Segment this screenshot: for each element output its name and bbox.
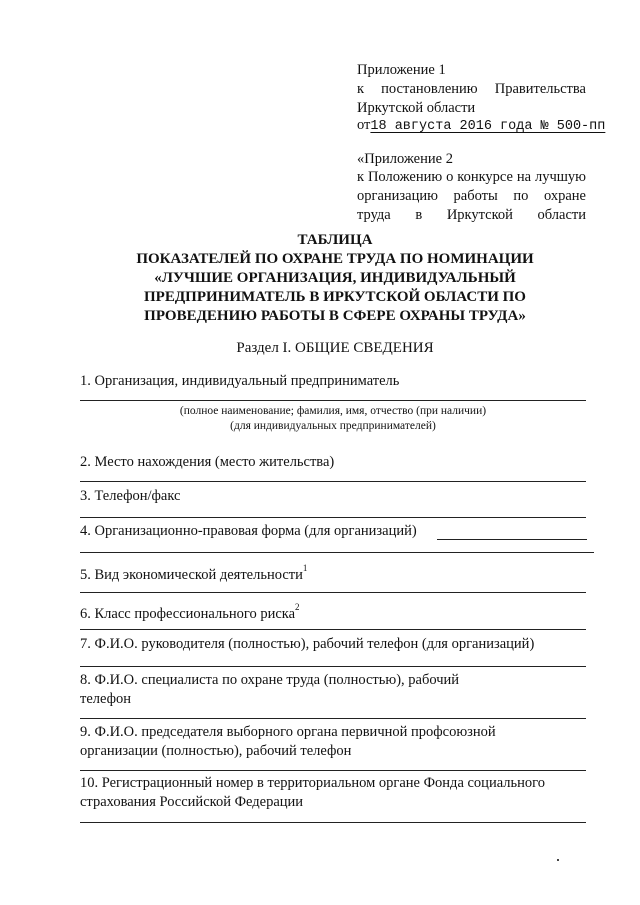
field-3-label: 3. Телефон/факс: [80, 488, 181, 504]
field-1-note2: (для индивидуальных предпринимателей): [230, 420, 436, 432]
field-10-line: [80, 822, 586, 823]
field-9-label-line2: организации (полностью), рабочий телефон: [80, 743, 352, 759]
appendix1-date-value: 18 августа 2016 года № 500-пп: [370, 119, 606, 134]
field-5-label: [80, 558, 307, 585]
field-4-inline-line: [437, 539, 587, 540]
field-1-label: 1. Организация, индивидуальный предприниматель: [80, 373, 400, 389]
heading-line4: ПРЕДПРИНИМАТЕЛЬ В ИРКУТСКОЙ ОБЛАСТИ ПО: [144, 289, 526, 305]
field-9-label-line1: 9. Ф.И.О. председателя выборного органа первичной профсоюзной: [80, 724, 496, 740]
appendix1-title: Приложение 1: [357, 62, 446, 78]
field-10-label-line2: страхования Российской Федерации: [80, 794, 304, 810]
field-6-label: [80, 597, 300, 624]
field-5-text: 5. Вид экономической деятельности: [80, 567, 303, 583]
field-5-line: [80, 592, 586, 593]
appendix2-title: «Приложение 2: [357, 151, 453, 167]
field-10-label-line1: 10. Регистрационный номер в территориальном органе Фонда социального: [80, 775, 545, 791]
field-2-line: [80, 481, 586, 482]
field-8-label-line2: телефон: [80, 691, 132, 707]
field-4-label: 4. Организационно-правовая форма (для организаций): [80, 523, 417, 539]
heading-line3: «ЛУЧШИЕ ОРГАНИЗАЦИЯ, ИНДИВИДУАЛЬНЫЙ: [154, 270, 516, 286]
appendix2-text: к Положению о конкурсе на лучшую организацию работы по охране труда в Иркутской области: [357, 169, 586, 223]
appendix1-line3: Иркутской области: [357, 100, 476, 116]
appendix1-date: [357, 116, 605, 136]
heading-line5: ПРОВЕДЕНИЮ РАБОТЫ В СФЕРЕ ОХРАНЫ ТРУДА»: [144, 308, 526, 324]
field-1-note1: (полное наименование; фамилия, имя, отчество (при наличии): [179, 405, 487, 417]
field-7-label: 7. Ф.И.О. руководителя (полностью), рабочий телефон (для организаций): [80, 636, 535, 652]
field-8-label-line1: 8. Ф.И.О. специалиста по охране труда (полностью), рабочий: [80, 672, 460, 688]
field-6-text: 6. Класс профессионального риска: [80, 606, 296, 622]
field-4-line: [80, 552, 594, 553]
scan-speck: [557, 859, 559, 861]
field-1-line: [80, 400, 586, 401]
footnote-2-marker: 2: [295, 602, 300, 612]
heading-line1: ТАБЛИЦА: [297, 232, 373, 248]
section-title: Раздел I. ОБЩИЕ СВЕДЕНИЯ: [236, 340, 434, 356]
footnote-1-marker: 1: [302, 563, 308, 573]
field-8-line: [80, 718, 586, 719]
field-7-line: [80, 666, 586, 667]
field-6-line: [80, 629, 586, 630]
appendix1-date-prefix: от: [357, 117, 371, 133]
field-9-line: [80, 770, 586, 771]
field-2-label: 2. Место нахождения (место жительства): [80, 454, 335, 470]
field-3-line: [80, 517, 586, 518]
appendix1-line2: к постановлению Правительства: [357, 81, 586, 97]
heading-line2: ПОКАЗАТЕЛЕЙ ПО ОХРАНЕ ТРУДА ПО НОМИНАЦИИ: [136, 251, 534, 267]
